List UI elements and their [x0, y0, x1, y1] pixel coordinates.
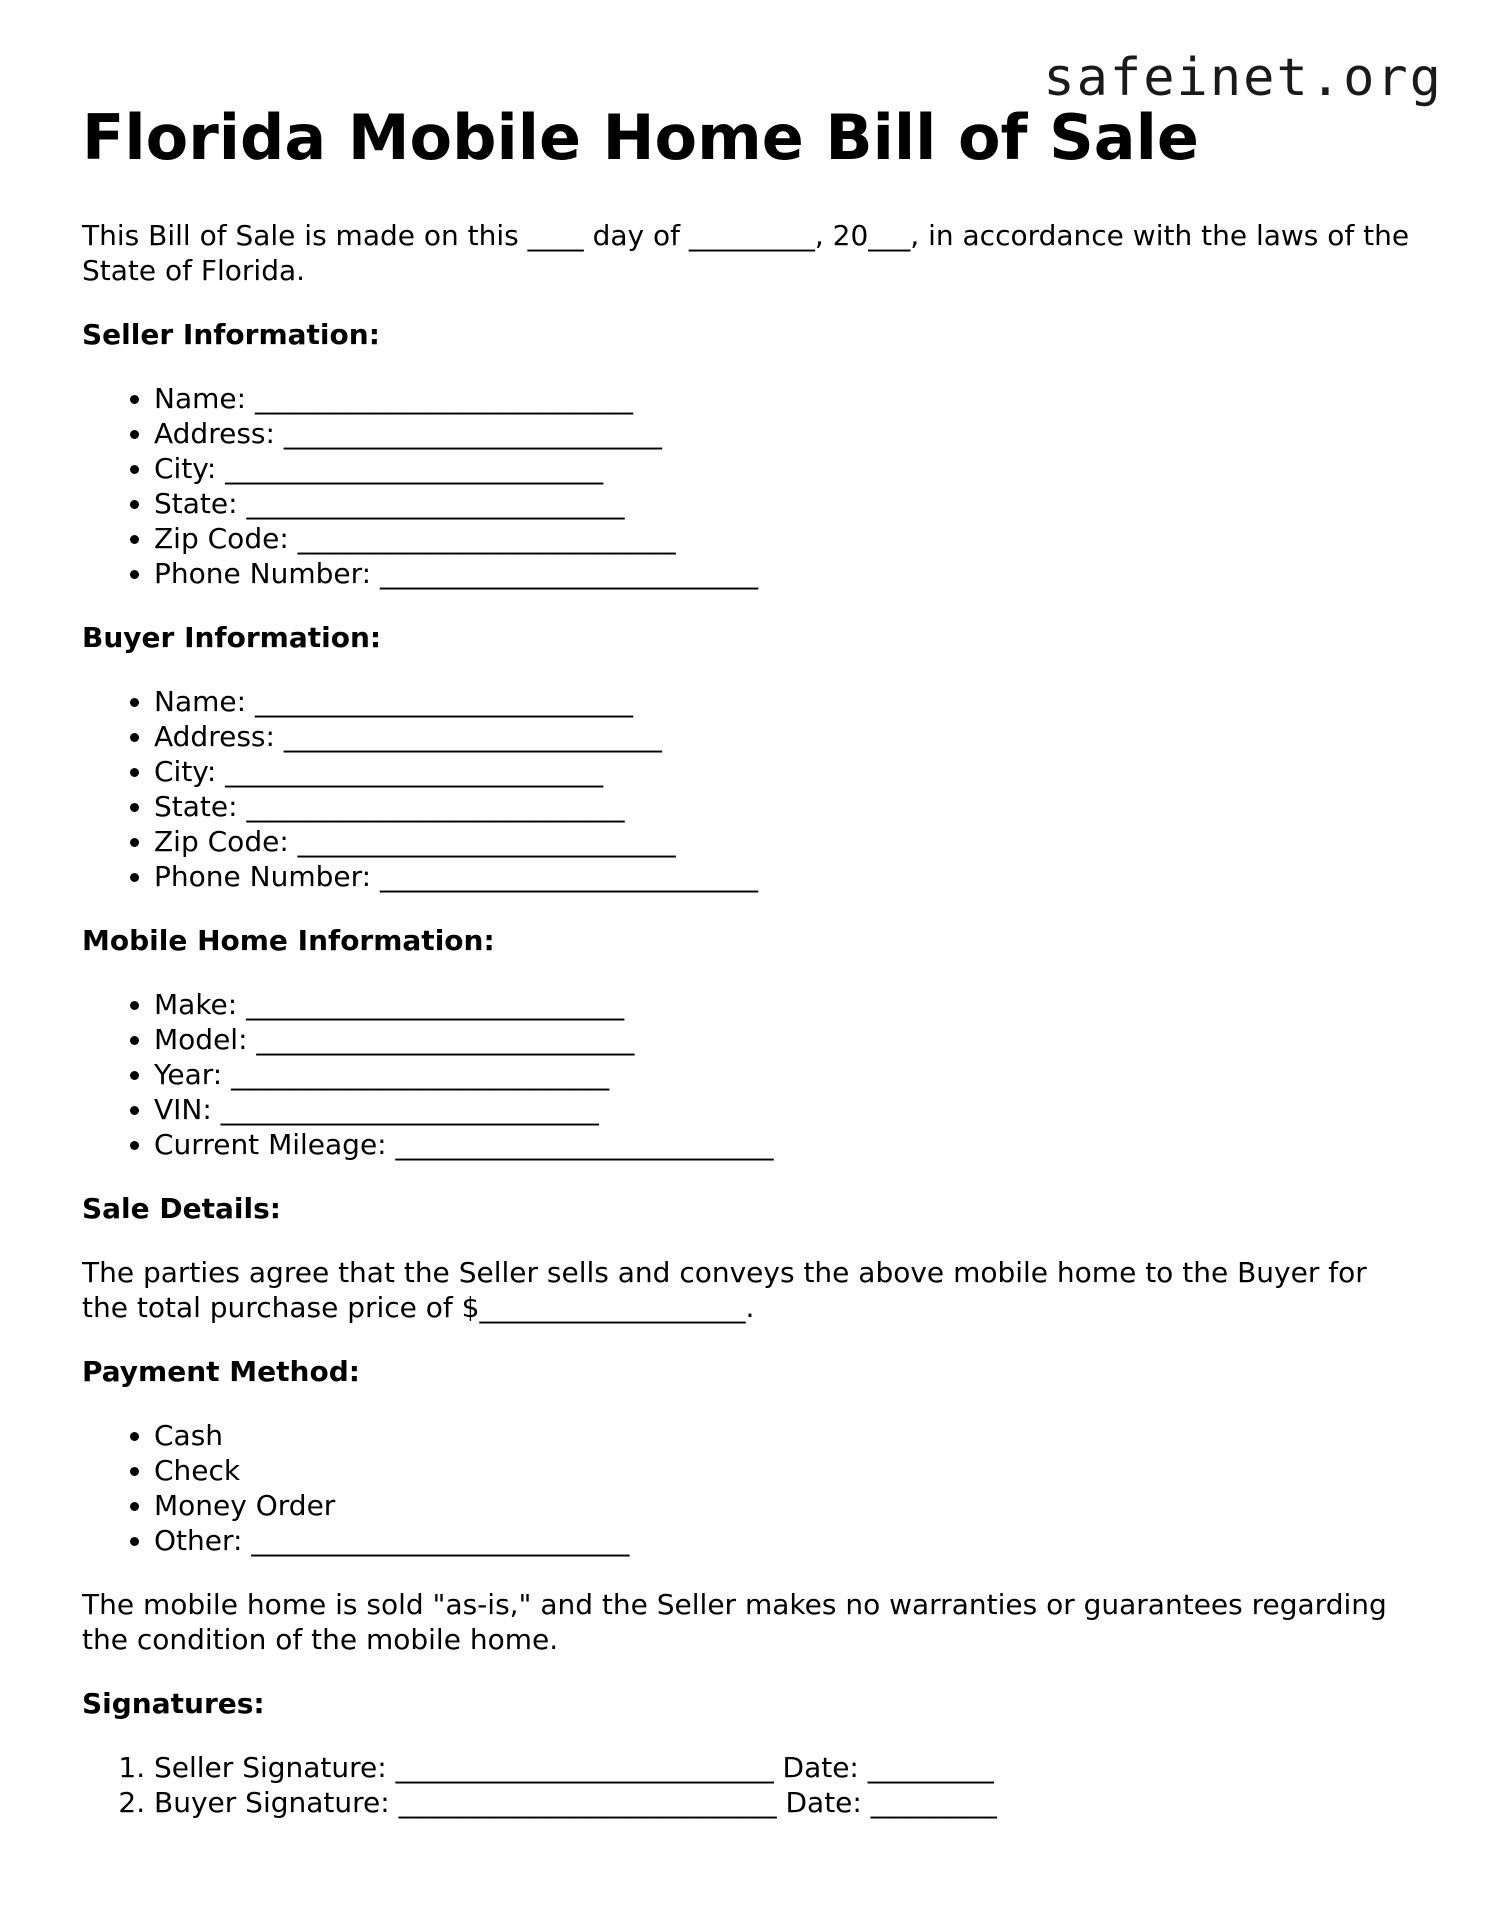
seller-name-field: • Name: ___________________________	[154, 381, 1412, 416]
model-field: • Model: ___________________________	[154, 1022, 1412, 1057]
buyer-city-field: • City: ___________________________	[154, 754, 1412, 789]
payment-method-heading: Payment Method:	[82, 1355, 360, 1388]
sale-details-paragraph: The parties agree that the Seller sells and conveys the above mobile home to the Buyer for the total purchase price of $___________________.	[82, 1256, 1367, 1324]
document-title: Florida Mobile Home Bill of Sale	[82, 101, 1199, 174]
buyer-zip-field: • Zip Code: ___________________________	[154, 824, 1412, 859]
watermark: safeinet.org	[1043, 48, 1443, 108]
seller-phone-field: • Phone Number: ___________________________	[154, 556, 1412, 591]
buyer-name-field: • Name: ___________________________	[154, 684, 1412, 719]
document	[82, 100, 1412, 1849]
seller-city-field: • City: ___________________________	[154, 451, 1412, 486]
payment-option-cash: • Cash	[154, 1418, 1412, 1453]
payment-options-list	[82, 1418, 1412, 1558]
buyer-phone-field: • Phone Number: ___________________________	[154, 859, 1412, 894]
make-field: • Make: ___________________________	[154, 987, 1412, 1022]
seller-state-field: • State: ___________________________	[154, 486, 1412, 521]
seller-address-field: • Address: ___________________________	[154, 416, 1412, 451]
payment-option-other: • Other: ___________________________	[154, 1523, 1412, 1558]
buyer-signature-line: 2. Buyer Signature: ___________________________ Date: _________	[154, 1785, 1412, 1820]
payment-option-money-order: • Money Order	[154, 1488, 1412, 1523]
year-field: • Year: ___________________________	[154, 1057, 1412, 1092]
mobile-home-heading: Mobile Home Information:	[82, 924, 495, 957]
signatures-list	[82, 1750, 1412, 1820]
mobile-home-fields-list	[82, 987, 1412, 1162]
intro-paragraph: This Bill of Sale is made on this ____ day of _________, 20___, in accordance with the laws of the State of Florida.	[82, 219, 1410, 287]
mileage-field: • Current Mileage: ___________________________	[154, 1127, 1412, 1162]
buyer-fields-list	[82, 684, 1412, 894]
payment-option-check: • Check	[154, 1453, 1412, 1488]
seller-signature-line: 1. Seller Signature: ___________________________ Date: _________	[154, 1750, 1412, 1785]
signatures-heading: Signatures:	[82, 1687, 265, 1720]
seller-heading: Seller Information:	[82, 318, 380, 351]
vin-field: • VIN: ___________________________	[154, 1092, 1412, 1127]
seller-zip-field: • Zip Code: ___________________________	[154, 521, 1412, 556]
buyer-address-field: • Address: ___________________________	[154, 719, 1412, 754]
as-is-paragraph: The mobile home is sold "as-is," and the Seller makes no warranties or guarantees regarding the condition of the mobile home.	[82, 1588, 1387, 1656]
buyer-heading: Buyer Information:	[82, 621, 382, 654]
sale-details-heading: Sale Details:	[82, 1192, 281, 1225]
seller-fields-list	[82, 381, 1412, 591]
buyer-state-field: • State: ___________________________	[154, 789, 1412, 824]
